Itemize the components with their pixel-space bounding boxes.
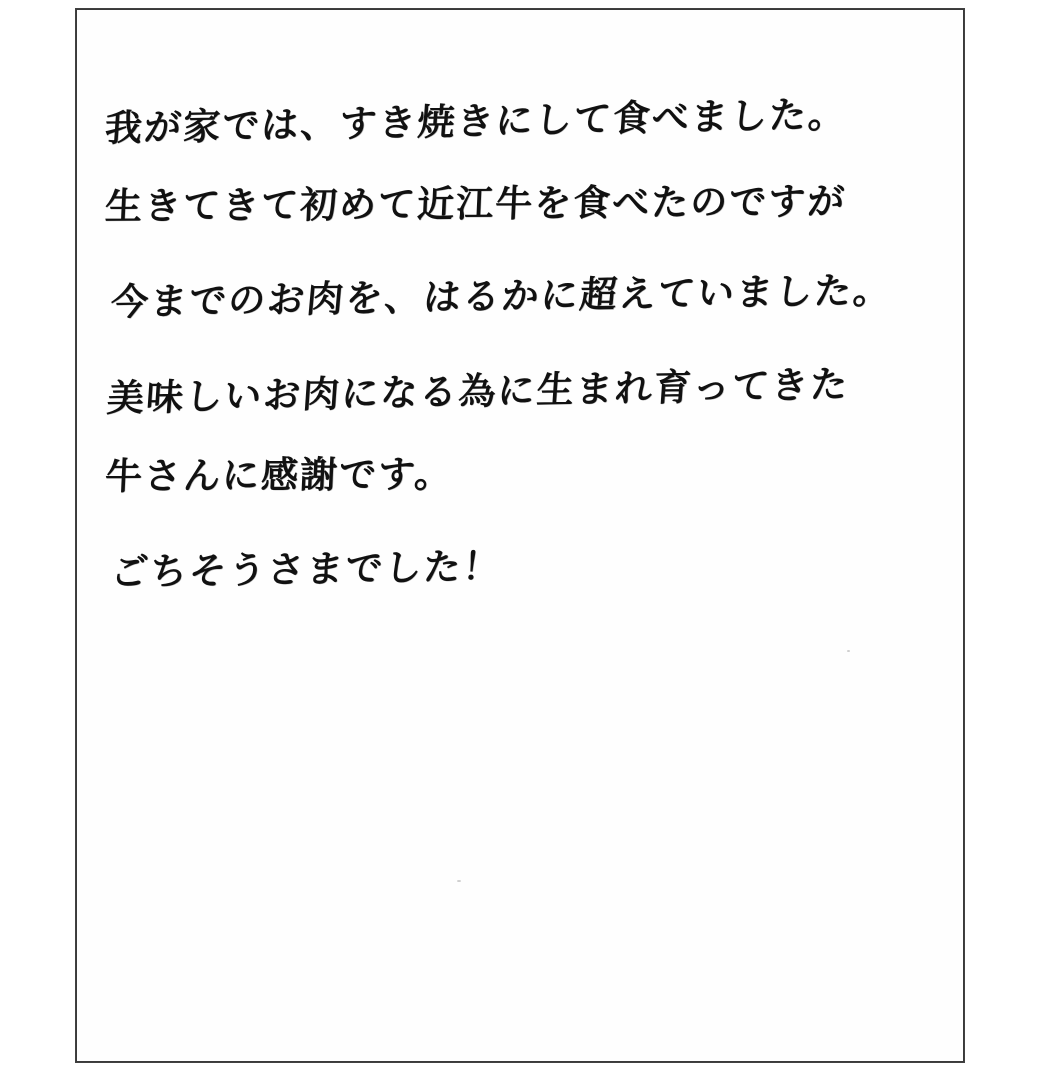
scan-speckle [847, 650, 850, 652]
note-paragraph [105, 534, 939, 612]
handwritten-line: ごちそうさまでした！ [109, 544, 504, 594]
handwritten-line: 我が家では、すき焼きにして食べました。 [103, 92, 849, 150]
note-paragraph [105, 264, 939, 342]
handwritten-line: 牛さんに感謝です。 [104, 452, 455, 498]
paper-sheet [75, 8, 965, 1063]
handwritten-note-body [105, 90, 939, 630]
note-paragraph [105, 90, 939, 246]
handwritten-line: 生きてきて初めて近江牛を食べたのですが [104, 179, 848, 228]
scan-speckle [457, 880, 461, 882]
note-paragraph [105, 360, 939, 516]
handwritten-line: 今までのお肉を、はるかに超えていました。 [109, 268, 895, 324]
handwritten-line: 美味しいお肉になる為に生まれ育ってきた [105, 362, 851, 420]
